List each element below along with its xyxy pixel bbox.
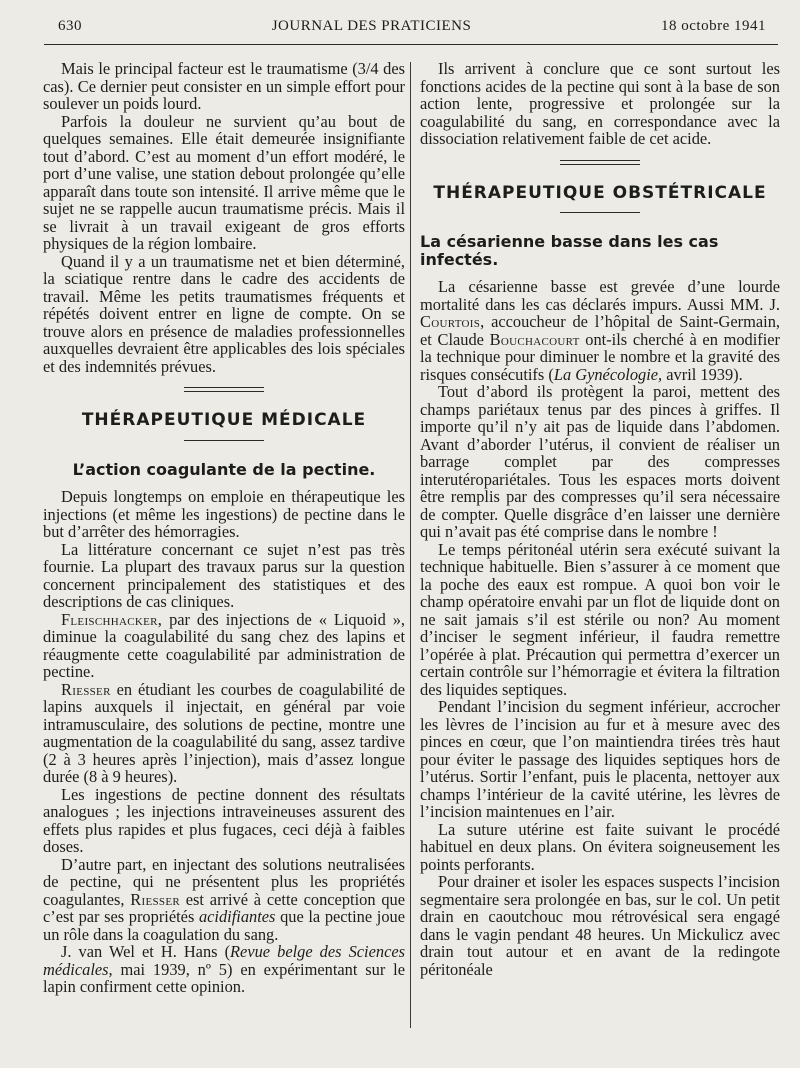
author-name: Riesser <box>130 889 180 909</box>
paragraph-text: avril 1939). <box>662 364 743 384</box>
left-column <box>43 60 405 996</box>
paragraph: La littérature concernant ce sujet n’est pas très fournie. La plupart des travaux parus sur la question concernent principalement des statistiques et des descriptions de cas cliniques. <box>43 539 405 611</box>
title-rule <box>184 440 264 441</box>
paragraph-text: , accoucheur de l’hôpital de Saint-Germain, et Claude <box>420 312 780 349</box>
journal-citation: Revue belge des Sciences médicales, <box>43 942 405 979</box>
paragraph: Les ingestions de pectine donnent des résultats analogues ; les injections intraveineuses assurent des effets plus rapides et plus fugaces, ceci déjà à faibles doses. <box>43 784 405 856</box>
emphasis: acidifiantes <box>198 907 276 926</box>
paragraph-text: D’autre part, en injectant des solutions neutralisées de pectine, qui ne présentent plus les propriétés coagulantes, <box>43 854 405 909</box>
author-name: Courtois <box>420 312 481 331</box>
paragraph-text: par des injections de « Liquoid », diminue la coagulabilité du sang chez des lapins et réaugmente cette coagulabilité par administration de pectine. <box>43 609 405 681</box>
paragraph: Le temps péritonéal utérin sera exécuté suivant la technique habituelle. Bien s’assurer à ce moment que la poche des eaux est rompue. A quoi bon voir le champ opératoire envahi par un flot de liquide dont on ne sait jamais s’il est stérile ou non? Au moment d’inciser le segment inférieur, il faudra remettre l’opérée à plat. Précaution qui permettra d’exercer un certain contrôle sur l’hémorragie et évitera la filtration des liquides septiques. <box>420 539 780 699</box>
journal-title: JOURNAL DES PRATICIENS <box>271 18 472 34</box>
paragraph <box>420 278 780 383</box>
author-name: Fleischhacker, <box>61 609 163 629</box>
page-header <box>58 18 766 44</box>
section-title: THÉRAPEUTIQUE MÉDICALE <box>81 410 367 430</box>
paragraph-text: que la pectine joue un rôle dans la coagulation du sang. <box>43 907 405 944</box>
paragraph: Parfois la douleur ne survient qu’au bout de quelques semaines. Elle était demeurée insignifiante tout d’abord. C’est au moment d’un effort modéré, le port d’une valise, une station debout prolongée qu’elle apparaît dans toute son intensité. Il arrive même que le sujet ne se rappelle aucun traumatisme précis. Mais il se livrait à un travail exigeant de gros efforts physiques de la région lombaire. <box>43 111 405 253</box>
paragraph-text: mai 1939, nº 5) en expérimentant sur le lapin confirment cette opinion. <box>43 959 405 996</box>
column-divider <box>410 62 411 1028</box>
issue-date: 18 octobre 1941 <box>661 18 766 34</box>
paragraph: Pendant l’incision du segment inférieur, accrocher les lèvres de l’incision au fur et à mesure avec des pinces en cœur, que l’on maintiendra tirées très haut pour éviter le passage des liquides septiques hors de l’utérus. Sortir l’enfant, puis le placenta, nettoyer aux champs l’intérieur de la cavité utérine, les lèvres de l’incision maintenues en l’air. <box>420 697 780 821</box>
paragraph: Depuis longtemps on emploie en thérapeutique les injections (et même les ingestions) de pectine dans le but d’arrêter des hémorragies. <box>43 487 405 541</box>
paragraph-text: J. van Wel et H. Hans ( <box>61 942 231 961</box>
section-separator <box>184 387 264 392</box>
section-separator <box>560 160 640 165</box>
title-rule <box>560 212 640 213</box>
article-title: La césarienne basse dans les cas infectés. <box>420 232 719 269</box>
paragraph: La suture utérine est faite suivant le procédé habituel en deux plans. On évitera soigneusement les points perforants. <box>420 819 780 874</box>
paragraph: Mais le principal facteur est le traumatisme (3/4 des cas). Ce dernier peut consister en un simple effort pour soulever un poids lourd. <box>43 59 405 113</box>
paragraph-text: est arrivé à cette conception que c’est par ses propriétés <box>43 889 405 926</box>
author-name: Bouchacourt <box>489 329 580 349</box>
paragraph-text: La césarienne basse est grevée d’une lourde mortalité dans les cas déclarés impurs. Aussi MM. J. <box>420 277 780 314</box>
paragraph-text: en étudiant les courbes de coagulabilité de lapins auxquels il injectait, en général par voie intramusculaire, des solutions de pectine, montre une augmentation de la coagulabilité du sang, assez tardive (2 à 3 heures après l’injection), mais d’assez longue durée (8 à 9 heures). <box>43 679 405 786</box>
header-rule <box>44 44 778 45</box>
paragraph <box>43 943 405 996</box>
paragraph: Quand il y a un traumatisme net et bien déterminé, la sciatique rentre dans le cadre des accidents de travail. Même les petits traumatismes fréquents et répétés doivent entrer en ligne de compte. On se trouve alors en présence de maladies professionnelles auxquelles devraient être applicables des lois spéciales et des indemnités prévues. <box>43 251 405 376</box>
paragraph: Ils arrivent à conclure que ce sont surtout les fonctions acides de la pectine qui sont à la base de son action lente, progressive et prolongée sur la coagulabilité du sang, en correspondance avec la dissociation relativement faible de cet acide. <box>420 59 780 148</box>
paragraph <box>43 611 405 681</box>
section-title: THÉRAPEUTIQUE OBSTÉTRICALE <box>433 182 767 203</box>
paragraph <box>43 856 405 944</box>
paragraph <box>43 681 405 786</box>
paragraph-text: ont-ils cherché à en modifier la technique pour diminuer le nombre et la gravité des risques consécutifs ( <box>420 329 781 384</box>
paragraph: Pour drainer et isoler les espaces suspects l’incision segmentaire sera prolongée en bas, sur le col. Un petit drain en caoutchouc mou rétrovésical sera engagé dans le vagin pendant 48 heures. Un Mickulicz avec drain tout autour et en avant de la redingote péritonéale <box>420 872 780 979</box>
right-column <box>420 60 780 978</box>
article-title: L’action coagulante de la pectine. <box>72 459 376 479</box>
author-name: Riesser <box>61 679 111 699</box>
paragraph: Tout d’abord ils protègent la paroi, mettent des champs pariétaux tenus par des pinces à griffes. Il importe qu’il n’y ait pas de liquide dans l’abdomen. Avant d’aborder l’utérus, il convient de réaliser un barrage complet par des compresses interutéropariétales. Tous les espaces morts doivent être remplis par des compresses qu’il sera nécessaire de compter. Quelle disgrâce d’en laisser une dernière qui n’avait pas été comprise dans le nombre ! <box>420 382 780 541</box>
page-number: 630 <box>58 18 82 34</box>
journal-citation: La Gynécologie, <box>553 364 663 384</box>
